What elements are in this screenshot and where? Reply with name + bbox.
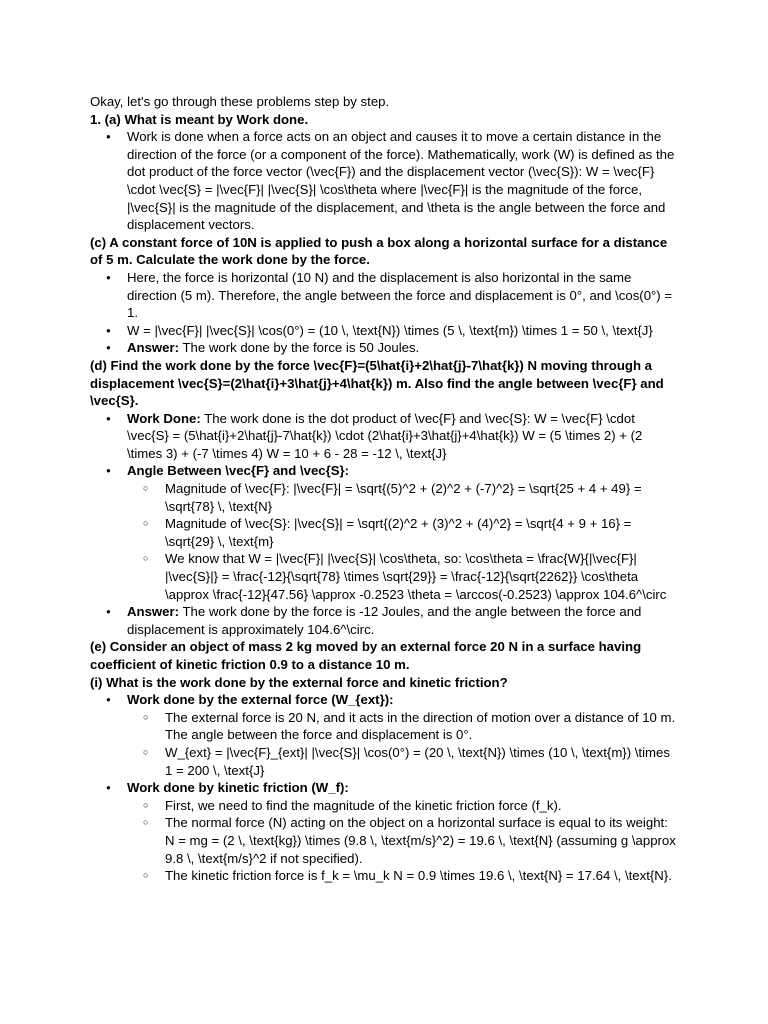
list-item [90, 410, 678, 463]
question-d-list [90, 410, 678, 639]
list-item [90, 462, 678, 603]
answer-label: Answer: [127, 340, 180, 356]
list-item [90, 603, 678, 638]
intro-text: Okay, let's go through these problems step by step. [90, 94, 390, 109]
list-item: ● Work is done when a force acts on an object and causes it to move a certain distance in the direction of the force (or a component of the force). Mathematically, work (W) is defined as the dot product of the force vector (\vec{F}) and the displacement vector (\vec{S}): W = \vec{F} \cdot \vec{S} = |\vec{F}| |\vec{S}| \cos\theta where |\vec{F}| is the magnitude of the force, |\vec{S}| is the magnitude of the displacement, and \theta is the angle between the force and displacement vectors. [90, 128, 678, 234]
sub-list-item: ○ The normal force (N) acting on the object on a horizontal surface is equal to its weight: N = mg = (2 \, \text{kg}) \times (9.8 \, \text{m/s}^2) = 19.6 \, \text{N} (assuming g \approx 9.8 \, \text{m/s}^2 if not specified). [90, 814, 678, 867]
sub-list-item: ○ Magnitude of \vec{S}: |\vec{S}| = \sqrt{(2)^2 + (3)^2 + (4)^2} = \sqrt{4 + 9 + 16} = \sqrt{29} \, \text{m} [90, 515, 678, 550]
list-item: ● W = |\vec{F}| |\vec{S}| \cos(0°) = (10 \, \text{N}) \times (5 \, \text{m}) \times 1 = 50 \, \text{J} [90, 322, 678, 340]
question-1a-list [90, 128, 678, 234]
angle-sublist [127, 480, 678, 603]
question-c-heading: (c) A constant force of 10N is applied to push a box along a horizontal surface for a distance of 5 m. Calculate the work done by the force. [90, 234, 668, 268]
sub-list-item: ○ W_{ext} = |\vec{F}_{ext}| |\vec{S}| \cos(0°) = (20 \, \text{N}) \times (10 \, \text{m}) \times 1 = 200 \, \text{J} [90, 744, 678, 779]
list-item [90, 691, 678, 779]
sub-list-item: ○ Magnitude of \vec{F}: |\vec{F}| = \sqrt{(5)^2 + (2)^2 + (-7)^2} = \sqrt{25 + 4 + 49} = \sqrt{78} \, \text{N} [90, 480, 678, 515]
question-c-list [90, 269, 678, 357]
sub-list-item: ○ The external force is 20 N, and it acts in the direction of motion over a distance of 10 m. The angle between the force and displacement is 0°. [90, 709, 678, 744]
friction-work-label: Work done by kinetic friction (W_f): [127, 780, 349, 796]
external-work-label: Work done by the external force (W_{ext}): [127, 692, 394, 708]
angle-between-label: Angle Between \vec{F} and \vec{S}: [127, 463, 350, 479]
sub-list-item: ○ First, we need to find the magnitude of the kinetic friction force (f_k). [90, 797, 678, 815]
answer-text: The work done by the force is 50 Joules. [179, 340, 420, 356]
list-item: ● Here, the force is horizontal (10 N) and the displacement is also horizontal in the same direction (5 m). Therefore, the angle between the force and displacement is 0°, and \cos(0°) = 1. [90, 269, 678, 322]
question-e-list [90, 691, 678, 885]
question-d-heading: (d) Find the work done by the force \vec{F}=(5\hat{i}+2\hat{j}-7\hat{k}) N moving through a displacement \vec{S}=(2\hat{i}+3\hat{j}+4\hat{k}) m. Also find the angle between \vec{F} and \vec{S}. [90, 357, 664, 409]
question-e-i-heading: (i) What is the work done by the external force and kinetic friction? [90, 674, 508, 690]
sub-list-item: ○ The kinetic friction force is f_k = \mu_k N = 0.9 \times 19.6 \, \text{N} = 17.64 \, \text{N}. [90, 867, 678, 885]
external-work-sublist [127, 709, 678, 779]
question-1a-heading: 1. (a) What is meant by Work done. [90, 111, 309, 127]
list-item [90, 339, 678, 357]
list-item [90, 779, 678, 885]
sub-list-item: ○ We know that W = |\vec{F}| |\vec{S}| \cos\theta, so: \cos\theta = \frac{W}{|\vec{F}| |\vec{S}|} = \frac{-12}{\sqrt{78} \times \sqrt{29}} = \frac{-12}{\sqrt{2262}} \cos\theta \approx \frac{-12}{47.56} \approx -0.2523 \theta = \arccos(-0.2523) \approx 104.6^\circ [90, 550, 678, 603]
answer-text: The work done by the force is -12 Joules, and the angle between the force and displacement is approximately 104.6^\circ. [127, 604, 642, 637]
answer-label: Answer: [127, 604, 180, 620]
work-done-label: Work Done: [127, 410, 201, 426]
work-done-text: The work done is the dot product of \vec{F} and \vec{S}: W = \vec{F} \cdot \vec{S} = (5\hat{i}+2\hat{j}-7\hat{k}) \cdot (2\hat{i}+3\hat{j}+4\hat{k}) W = (5 \times 2) + (2 \times 3) + (-7 \times 4) W = 10 + 6 - 28 = -12 \, \text{J} [127, 410, 643, 461]
friction-work-sublist [127, 797, 678, 885]
question-e-heading: (e) Consider an object of mass 2 kg moved by an external force 20 N in a surface having coefficient of kinetic friction 0.9 to a distance 10 m. [90, 639, 642, 672]
